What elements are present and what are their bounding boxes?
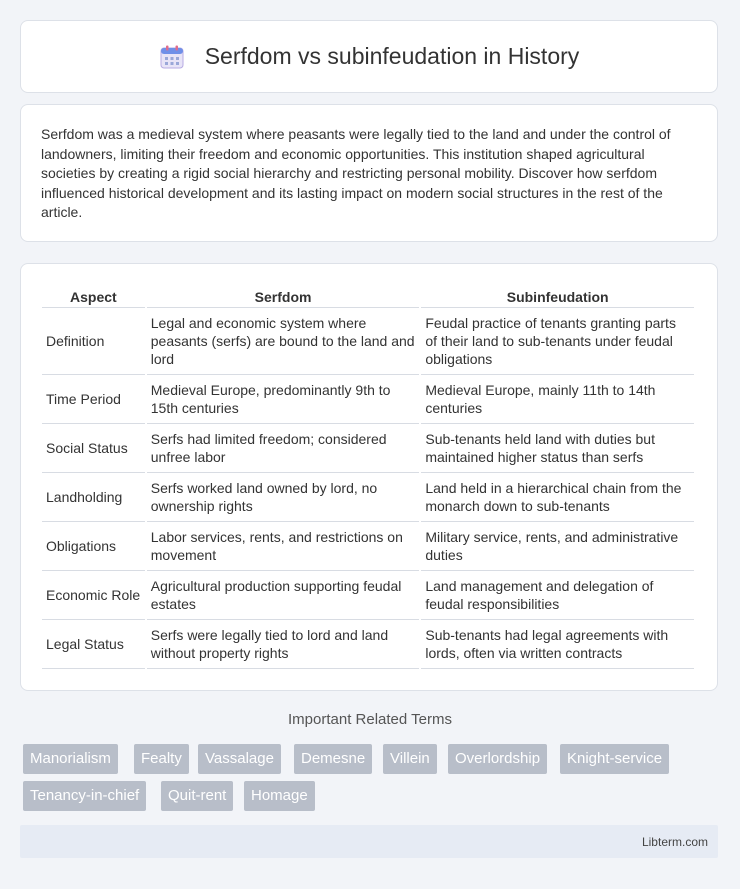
term-tag[interactable]: Quit-rent	[161, 781, 233, 811]
cell-serfdom: Serfs worked land owned by lord, no ownership rights	[147, 473, 420, 522]
cell-aspect: Landholding	[42, 473, 145, 522]
table-row	[42, 620, 694, 669]
comparison-table-card	[20, 263, 718, 691]
table-row	[42, 522, 694, 571]
intro-text: Serfdom was a medieval system where peasants were legally tied to the land and under the control of landowners, limiting their freedom and economic opportunities. This institution shaped agricultural societies by creating a rigid social hierarchy and restricting personal mobility. Discover how serfdom influenced historical development and its lasting impact on modern social structures in the rest of the article.	[41, 126, 671, 220]
cell-subinfeudation: Medieval Europe, mainly 11th to 14th centuries	[421, 375, 694, 424]
table-row	[42, 375, 694, 424]
term-tag[interactable]: Fealty	[134, 744, 189, 774]
cell-subinfeudation: Land management and delegation of feudal responsibilities	[421, 571, 694, 620]
cell-aspect: Legal Status	[42, 620, 145, 669]
header-card	[20, 20, 718, 93]
cell-aspect: Time Period	[42, 375, 145, 424]
cell-serfdom: Serfs had limited freedom; considered unfree labor	[147, 424, 420, 473]
table-row	[42, 473, 694, 522]
table-row	[42, 571, 694, 620]
cell-subinfeudation: Sub-tenants held land with duties but maintained higher status than serfs	[421, 424, 694, 473]
table-row	[42, 308, 694, 375]
cell-serfdom: Labor services, rents, and restrictions on movement	[147, 522, 420, 571]
header-serfdom: Serfdom	[147, 282, 420, 308]
cell-subinfeudation: Sub-tenants had legal agreements with lords, often via written contracts	[421, 620, 694, 669]
table-header-row	[42, 282, 694, 308]
cell-aspect: Economic Role	[42, 571, 145, 620]
cell-serfdom: Medieval Europe, predominantly 9th to 15th centuries	[147, 375, 420, 424]
cell-aspect: Social Status	[42, 424, 145, 473]
cell-subinfeudation: Land held in a hierarchical chain from the monarch down to sub-tenants	[421, 473, 694, 522]
cell-aspect: Definition	[42, 308, 145, 375]
cell-serfdom: Agricultural production supporting feudal estates	[147, 571, 420, 620]
comparison-table	[40, 282, 696, 669]
calendar-icon	[159, 44, 185, 70]
cell-serfdom: Legal and economic system where peasants (serfs) are bound to the land and lord	[147, 308, 420, 375]
term-tag[interactable]: Knight-service	[560, 744, 669, 774]
cell-serfdom: Serfs were legally tied to lord and land without property rights	[147, 620, 420, 669]
term-tag[interactable]: Demesne	[294, 744, 372, 774]
footer-site-link[interactable]: Libterm.com	[641, 835, 708, 849]
table-row	[42, 424, 694, 473]
term-tag[interactable]: Manorialism	[23, 744, 118, 774]
cell-aspect: Obligations	[42, 522, 145, 571]
term-tag[interactable]: Vassalage	[198, 744, 281, 774]
term-tag[interactable]: Villein	[383, 744, 437, 774]
header-subinfeudation: Subinfeudation	[421, 282, 694, 308]
cell-subinfeudation: Feudal practice of tenants granting parts of their land to sub-tenants under feudal obligations	[421, 308, 694, 375]
related-terms-title: Important Related Terms	[288, 711, 452, 728]
header-aspect: Aspect	[42, 282, 145, 308]
term-tag[interactable]: Tenancy-in-chief	[23, 781, 146, 811]
footer	[20, 825, 718, 858]
term-tag[interactable]: Overlordship	[448, 744, 547, 774]
cell-subinfeudation: Military service, rents, and administrative duties	[421, 522, 694, 571]
intro-card	[20, 104, 718, 242]
page-title: Serfdom vs subinfeudation in History	[204, 43, 580, 69]
term-tag[interactable]: Homage	[244, 781, 315, 811]
